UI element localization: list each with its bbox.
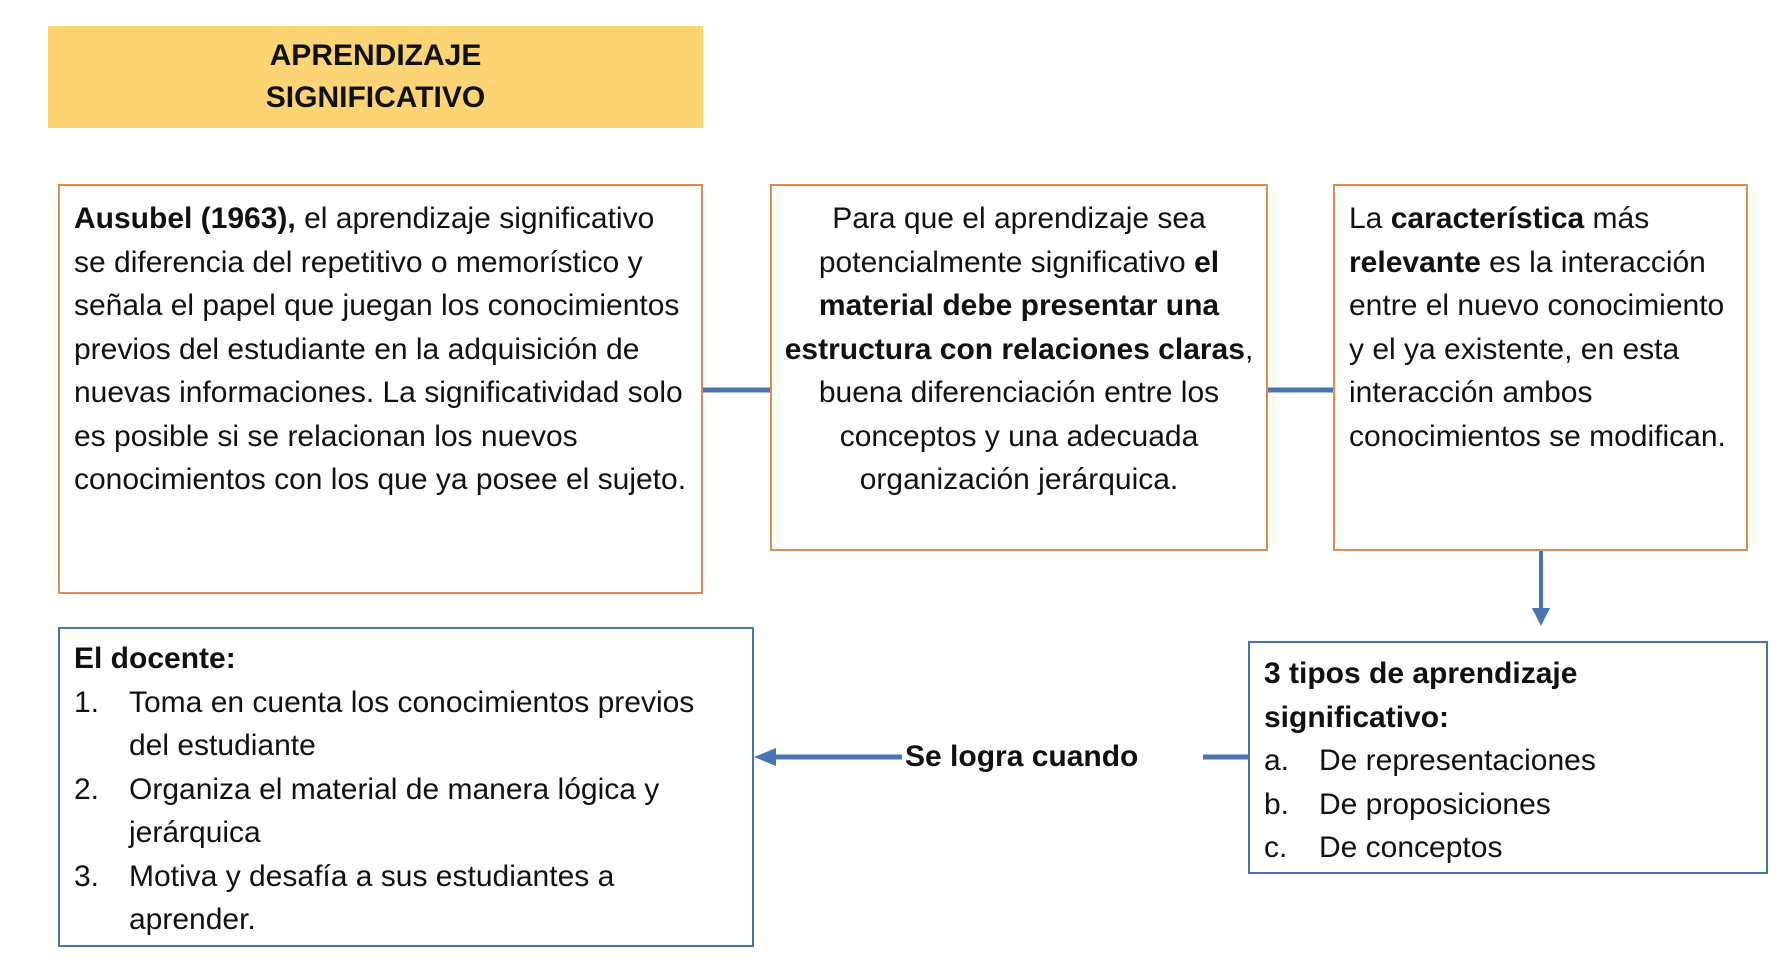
box-ausubel [58, 184, 703, 594]
docente-heading: El docente: [74, 642, 236, 675]
box-caracteristica [1333, 184, 1748, 551]
title-line-2: SIGNIFICATIVO [265, 81, 486, 114]
caracteristica-bold-2: relevante [1349, 245, 1481, 279]
title-line-1: APRENDIZAJE [269, 39, 482, 72]
material-text-1: Para que el aprendizaje sea potencialmente significativo [818, 202, 1206, 279]
diagram-title [48, 26, 703, 128]
list-item [74, 681, 740, 768]
ausubel-text: el aprendizaje significativo se diferencia del repetitivo o memorístico y señala el papel que juegan los conocimientos previos del estudiante en la adquisición de nuevas informaciones. La significatividad solo es posible si se relacionan los nuevos conocimientos con los que ya posee el sujeto. [74, 202, 687, 496]
connector-label: Se logra cuando [905, 740, 1139, 773]
arrowhead-down [1532, 608, 1550, 626]
caracteristica-text-1: La [1349, 202, 1391, 235]
list-marker: a. [1264, 744, 1290, 777]
box-material [770, 184, 1268, 551]
list-text: De representaciones [1319, 744, 1596, 777]
list-text: De proposiciones [1319, 787, 1551, 821]
arrowhead-left [754, 748, 776, 766]
list-marker: c. [1264, 831, 1288, 864]
list-marker: b. [1264, 787, 1290, 821]
docente-list [74, 681, 740, 942]
ausubel-bold-lead: Ausubel (1963), [74, 202, 296, 235]
caracteristica-text-2: más [1584, 202, 1650, 235]
tipos-list [1264, 739, 1756, 870]
list-text: Toma en cuenta los conocimientos previos del estudiante [129, 685, 695, 762]
list-item [1264, 739, 1756, 783]
caracteristica-text-3: es la interacción entre el nuevo conocimiento y el ya existente, en esta interacción ambos conocimientos se modifican. [1349, 245, 1726, 453]
list-text: De conceptos [1319, 831, 1503, 864]
list-text: Motiva y desafía a sus estudiantes a aprender. [129, 859, 615, 936]
list-item [74, 855, 740, 942]
list-marker: 3. [74, 859, 100, 893]
tipos-heading: 3 tipos de aprendizaje significativo: [1264, 657, 1578, 734]
list-marker: 2. [74, 772, 100, 806]
box-tipos [1248, 641, 1768, 874]
material-text-2: , buena diferenciación entre los conceptos y una adecuada organización jerárquica. [818, 332, 1254, 496]
list-item [1264, 783, 1756, 827]
material-bold: el material debe presentar una estructura con relaciones claras [784, 245, 1245, 366]
list-item [74, 768, 740, 855]
list-text: Organiza el material de manera lógica y jerárquica [129, 772, 660, 849]
list-item [1264, 826, 1756, 870]
caracteristica-bold-1: característica [1390, 202, 1585, 235]
box-docente [58, 627, 754, 947]
list-marker: 1. [74, 685, 100, 719]
